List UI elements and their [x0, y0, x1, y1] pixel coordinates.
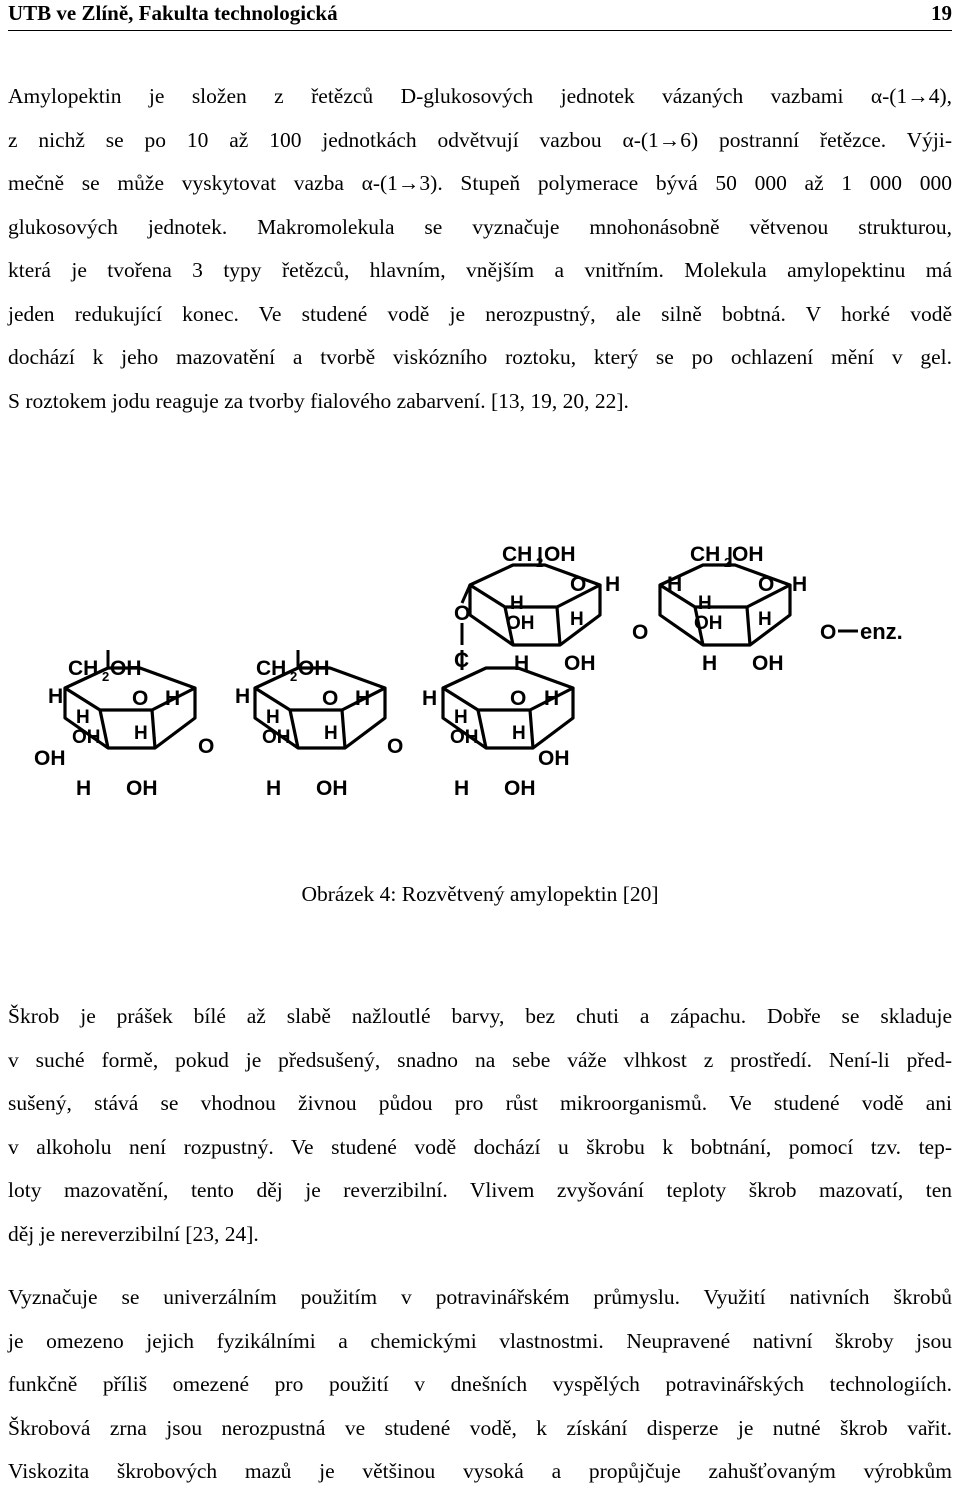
subscript: 2: [536, 555, 544, 570]
ring-oxygen: O: [570, 573, 587, 596]
h-label: H: [698, 593, 712, 614]
text-line: S roztokem jodu reaguje za tvorby fialového zabarvení. [13, 19, 20, 22].: [8, 388, 629, 413]
glucose-ring-3: [422, 602, 573, 800]
glycosidic-oxygen: O: [387, 735, 404, 758]
oh-label: OH: [752, 652, 784, 675]
h-label: H: [235, 685, 251, 708]
ch2oh-label: OH: [298, 657, 330, 680]
page-header: [8, 0, 952, 31]
h-label: H: [422, 687, 438, 710]
h-label: H: [514, 652, 530, 675]
subscript: 2: [290, 669, 298, 684]
text-line: Amylopektin je složen z řetězců D-glukosových jednotek vázaných vazbami α-(1→4),: [8, 84, 952, 108]
ch2oh-label: OH: [732, 543, 764, 566]
ch2oh-label: CH: [68, 657, 99, 680]
subscript: 2: [724, 555, 732, 570]
ch2oh-label: OH: [110, 657, 142, 680]
h-label: H: [510, 593, 524, 614]
glycosidic-oxygen: O: [632, 621, 649, 644]
h-label: H: [134, 723, 148, 744]
ch2oh-label: CH: [690, 543, 721, 566]
paragraph-starch-properties: [8, 995, 952, 1256]
oh-label: OH: [564, 652, 596, 675]
h-label: H: [544, 687, 560, 710]
paragraph-amylopectin: [8, 75, 952, 423]
oh-label: OH: [506, 613, 535, 634]
h-label: H: [605, 573, 621, 596]
h-label: H: [165, 687, 181, 710]
h-label: H: [76, 707, 90, 728]
amylopectin-structure-figure: [30, 525, 930, 815]
text-line: z nichž se po 10 až 100 jednotkách odvětvují vazbou α-(1→6) postranní řetězce. Výji-: [8, 127, 952, 152]
oh-label: OH: [72, 727, 101, 748]
enzyme-label: enz.: [860, 619, 903, 644]
text-line: glukosových jednotek. Makromolekula se vyznačuje mnohonásobně větvenou strukturou,: [8, 214, 952, 239]
paragraph-starch-usage: [8, 1276, 952, 1494]
h-label: H: [324, 723, 338, 744]
branch-carbon: C: [454, 649, 470, 672]
text-line: která je tvořena 3 typy řetězců, hlavním, vnějším a vnitřním. Molekula amylopektinu má: [8, 258, 952, 282]
h-label: H: [266, 707, 280, 728]
h-label: H: [76, 777, 92, 800]
page-number: 19: [931, 1, 952, 25]
branch-oxygen: O: [454, 602, 471, 625]
ring-oxygen: O: [510, 687, 527, 710]
h-label: H: [266, 777, 282, 800]
text-line: Vyznačuje se univerzálním použitím v potravinářském průmyslu. Využití nativních škrobů: [8, 1285, 952, 1309]
h-label: H: [454, 777, 470, 800]
subscript: 2: [102, 669, 110, 684]
ch2oh-label: OH: [544, 543, 576, 566]
h-label: H: [667, 573, 683, 596]
glucose-ring-4: [462, 543, 620, 675]
header-title: UTB ve Zlíně, Fakulta technologická: [8, 1, 338, 25]
glucose-ring-1: [34, 650, 195, 800]
oh-label: OH: [694, 613, 723, 634]
ch2oh-label: CH: [502, 543, 533, 566]
text-line: děj je nereverzibilní [23, 24].: [8, 1221, 259, 1246]
glucose-ring-5: [660, 543, 807, 675]
text-line: je omezeno jejich fyzikálními a chemickými vlastnostmi. Neupravené nativní škroby jsou: [8, 1328, 952, 1353]
text-line: funkčně příliš omezené pro použití v dnešních vyspělých potravinářských technologiích.: [8, 1372, 952, 1396]
text-line: jeden redukující konec. Ve studené vodě je nerozpustný, ale silně bobtná. V horké vodě: [8, 301, 952, 326]
h-label: H: [702, 652, 718, 675]
text-line: mečně se může vyskytovat vazba α-(1→3). Stupeň polymerace bývá 50 000 až 1 000 000: [8, 171, 952, 195]
h-label: H: [758, 609, 772, 630]
oh-label: OH: [504, 777, 536, 800]
h-label: H: [512, 723, 526, 744]
ch2oh-label: CH: [256, 657, 287, 680]
oh-label: OH: [316, 777, 348, 800]
figure-caption: Obrázek 4: Rozvětvený amylopektin [20]: [301, 882, 659, 906]
text-line: Viskozita škrobových mazů je většinou vysoká a propůjčuje zahušťovaným výrobkům: [8, 1459, 952, 1483]
text-line: dochází k jeho mazovatění a tvorbě viskózního roztoku, který se po ochlazení mění v gel.: [8, 345, 952, 369]
h-label: H: [454, 707, 468, 728]
ring-oxygen: O: [322, 687, 339, 710]
oh-label: OH: [450, 727, 479, 748]
h-label: H: [48, 685, 64, 708]
glycosidic-oxygen: O: [820, 621, 837, 644]
text-line: Škrobová zrna jsou nerozpustná ve studené vodě, k získání disperze je nutné škrob vařit.: [8, 1415, 952, 1440]
text-line: v suché formě, pokud je předsušený, snadno na sebe váže vlhkost z prostředí. Není-li před-: [8, 1047, 952, 1072]
ring-oxygen: O: [758, 573, 775, 596]
h-label: H: [355, 687, 371, 710]
text-line: loty mazovatění, tento děj je reverzibilní. Vlivem zvyšování teploty škrob mazovatí, ten: [8, 1178, 952, 1202]
text-line: sušený, stává se vhodnou živnou půdou pro růst mikroorganismů. Ve studené vodě ani: [8, 1091, 952, 1115]
oh-label: OH: [126, 777, 158, 800]
oh-label: OH: [34, 747, 66, 770]
h-label: H: [570, 609, 584, 630]
glucose-ring-2: [235, 650, 385, 800]
h-label: H: [792, 573, 808, 596]
glycosidic-oxygen: O: [198, 735, 215, 758]
oh-label: OH: [538, 747, 570, 770]
text-line: Škrob je prášek bílé až slabě nažloutlé barvy, bez chuti a zápachu. Dobře se skladuje: [8, 1004, 952, 1028]
ring-oxygen: O: [132, 687, 149, 710]
text-line: v alkoholu není rozpustný. Ve studené vodě dochází u škrobu k bobtnání, pomocí tzv. tep-: [8, 1134, 952, 1159]
oh-label: OH: [262, 727, 291, 748]
